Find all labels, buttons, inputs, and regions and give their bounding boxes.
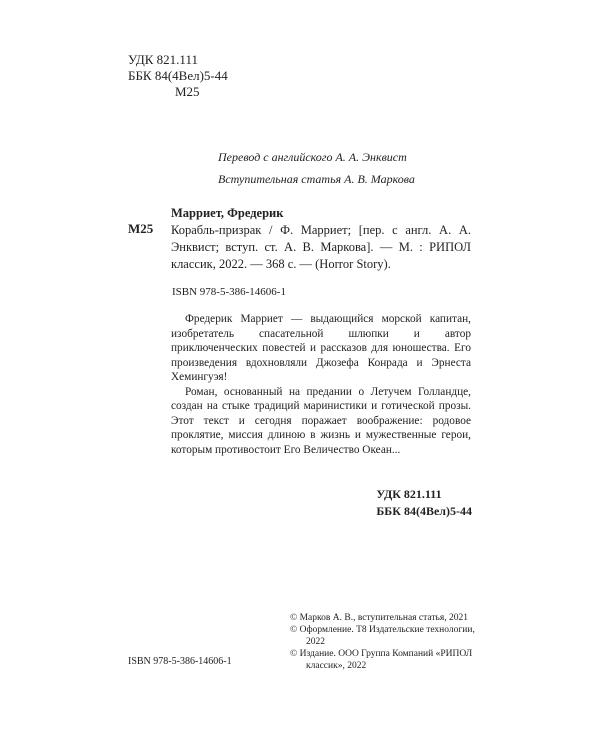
bibliographic-record [171, 205, 471, 273]
bbk-code: ББК 84(4Вел)5-44 [128, 68, 228, 83]
copyright-line: © Оформление. Т8 Издательские технологии, 2022 [290, 625, 475, 647]
isbn-record: ISBN 978-5-386-14606-1 [172, 286, 286, 298]
udk-code-bold: УДК 821.111 [376, 487, 442, 501]
bibliographic-description: Корабль-призрак / Ф. Марриет; [пер. с англ. А. А. Энквист; вступ. ст. А. В. Маркова]. — М. : РИПОЛ классик, 2022. — 368 с. — (Horror Story). [171, 223, 471, 271]
introduction-credit: Вступительная статья А. В. Маркова [218, 172, 415, 186]
author-name: Марриет, Фредерик [171, 206, 284, 220]
biblio-author-mark: М25 [128, 221, 154, 236]
isbn-footer: ISBN 978-5-386-14606-1 [128, 656, 232, 667]
copyright-line: © Марков А. В., вступительная статья, 2021 [290, 613, 468, 623]
udk-code: УДК 821.111 [128, 52, 198, 67]
classification-codes-bottom [376, 486, 472, 520]
annotation-paragraph: Фредерик Марриет — выдающийся морской капитан, изобретатель спасательной шлюпки и автор приключенческих повестей и рассказов для юношества. Его произведения вдохновляли Джозефа Конрада и Эрнеста Хемингуэя! [171, 313, 471, 383]
annotation-paragraph: Роман, основанный на предании о Летучем Голландце, создан на стыке традиций маринистики и готической прозы. Этот текст и сегодня поражает воображение: родовое проклятие, миссия длиною в жизнь и мужественные герои, которым противостоит Его Величество Океан... [171, 385, 471, 456]
annotation [171, 312, 471, 457]
translation-credit: Перевод с английского А. А. Энквист [218, 150, 407, 164]
copyright-line: © Издание. ООО Группа Компаний «РИПОЛ классик», 2022 [290, 649, 473, 671]
classification-codes-top [128, 52, 228, 100]
copyright-block [290, 612, 492, 672]
credits [218, 146, 415, 190]
bbk-code-bold: ББК 84(4Вел)5-44 [376, 504, 472, 518]
author-mark: М25 [175, 84, 200, 99]
